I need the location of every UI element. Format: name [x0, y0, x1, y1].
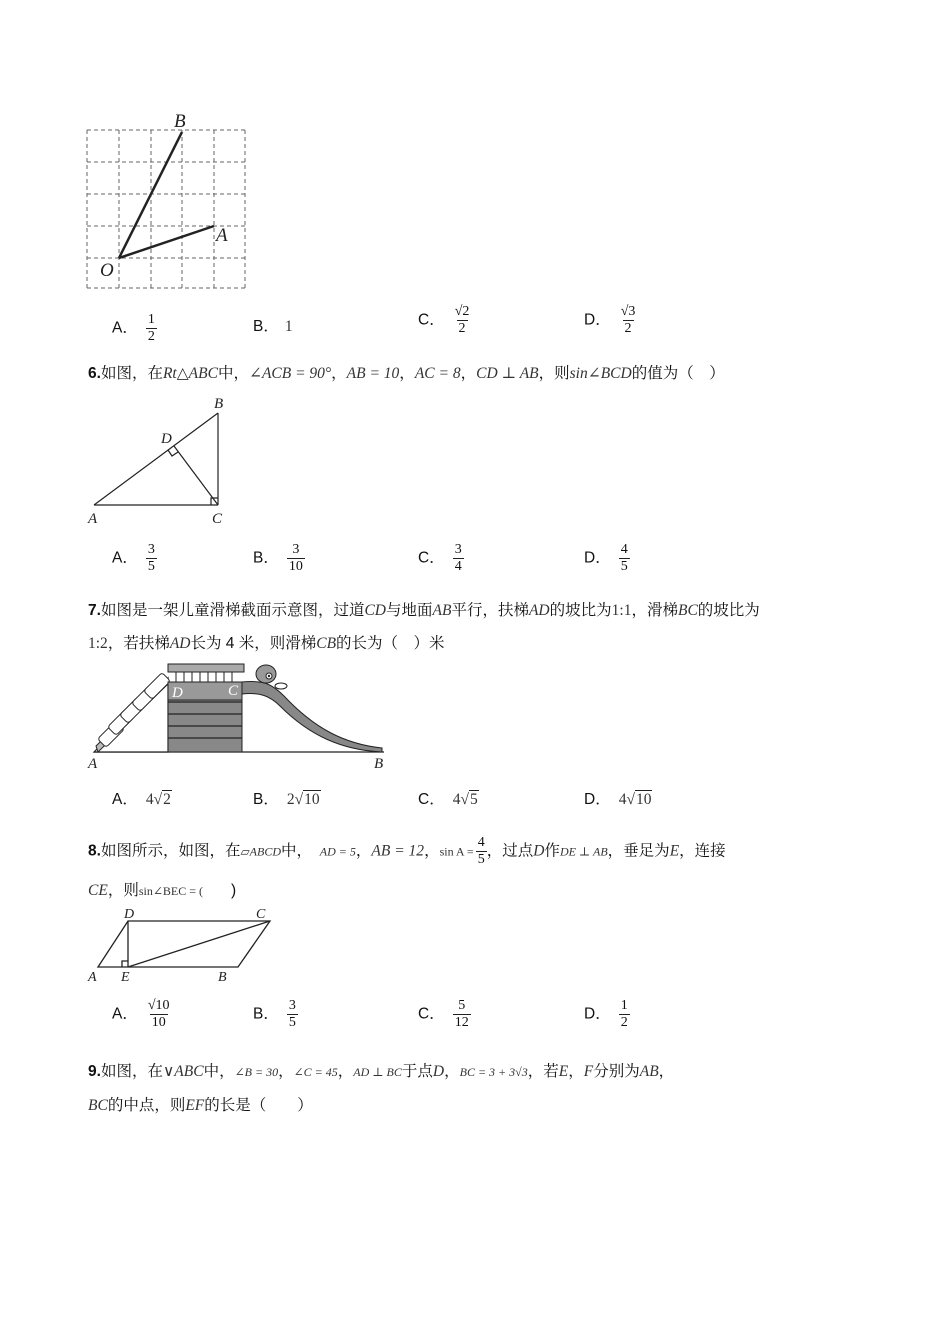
- numerator: √3: [620, 304, 636, 319]
- label-D: D: [161, 431, 172, 447]
- q6-option-b[interactable]: B． $\frac{3}{10}$: [253, 542, 303, 575]
- label-A: A: [88, 511, 98, 527]
- q8-stem-line1: 8.如图所示，如图，在▱ABCD中， AD = 5，AB = 12，sin A = $\frac{4}{5}$ ，过点D作DE ⊥ AB，垂足为E，连接: [88, 835, 726, 868]
- numerator: √10: [147, 998, 170, 1013]
- q5-option-d[interactable]: D． $\frac{√3}{2}$: [584, 304, 636, 337]
- q5-option-b[interactable]: B． 1: [253, 318, 293, 335]
- q7-option-d[interactable]: D． 4√10: [584, 791, 652, 808]
- label-A: A: [88, 756, 98, 772]
- q6-stem: 6.如图，在Rt△ABC中，∠ACB = 90°，AB = 10，AC = 8，CD ⊥ AB，则sin∠BCD的值为（ ）: [88, 365, 725, 382]
- numerator: 3: [454, 542, 462, 557]
- q8-option-b[interactable]: B． $\frac{3}{5}$: [253, 998, 296, 1031]
- numerator: √2: [454, 304, 470, 319]
- numerator: 4: [620, 542, 628, 557]
- label-A: A: [88, 970, 97, 985]
- q7-stem-line2: 1:2，若扶梯AD长为 4 米，则滑梯CB的长为（ ）米: [88, 635, 445, 652]
- q6-option-a[interactable]: A． $\frac{3}{5}$: [112, 542, 155, 575]
- q8-stem-line2: CE，则sin∠BEC = ( ): [88, 882, 237, 899]
- q5-option-c[interactable]: C． $\frac{√2}{2}$: [418, 304, 470, 337]
- q8-option-c[interactable]: C． $\frac{5}{12}$: [418, 998, 469, 1031]
- q8-parallelogram-figure: [84, 905, 274, 985]
- q5-option-a[interactable]: A． $\frac{1}{2}$: [112, 312, 155, 345]
- label-B: B: [374, 756, 384, 772]
- label-A: A: [216, 225, 228, 246]
- denominator: 4: [454, 559, 462, 575]
- sqrt-symbol: √: [460, 791, 469, 808]
- q8-option-a[interactable]: A． $\frac{√10}{10}$: [112, 998, 170, 1031]
- q8-option-d[interactable]: D． $\frac{1}{2}$: [584, 998, 628, 1031]
- numerator: 1: [147, 312, 155, 327]
- q6-option-d[interactable]: D． $\frac{4}{5}$: [584, 542, 628, 575]
- label-B: B: [214, 396, 224, 412]
- label-E: E: [121, 970, 130, 985]
- denominator: 10: [288, 559, 303, 575]
- label-D: D: [172, 685, 183, 701]
- denominator: 5: [620, 559, 628, 575]
- sqrt-symbol: √: [626, 791, 635, 808]
- denominator: 10: [151, 1015, 166, 1031]
- q7-slide-figure: [84, 656, 394, 774]
- label-B: B: [218, 970, 227, 985]
- q9-stem-line2: BC的中点，则EF的长是（ ）: [88, 1097, 313, 1114]
- denominator: 12: [454, 1015, 469, 1031]
- denominator: 2: [624, 321, 632, 337]
- label-O: O: [100, 260, 114, 281]
- q7-option-b[interactable]: B． 2√10: [253, 791, 320, 808]
- q5-grid-figure: [80, 108, 255, 293]
- sqrt-symbol: √: [294, 791, 304, 808]
- denominator: 2: [147, 329, 155, 345]
- sqrt-symbol: √: [153, 791, 163, 808]
- q9-stem-line1: 9.如图，在∨ABC中，∠B = 30，∠C = 45，AD ⊥ BC于点D，BC = 3 + 3√3，若E，F分别为AB，: [88, 1063, 675, 1080]
- numerator: 5: [458, 998, 466, 1013]
- denominator: 2: [458, 321, 466, 337]
- denominator: 5: [147, 559, 155, 575]
- label-C: C: [228, 683, 239, 699]
- label-B: B: [174, 111, 186, 132]
- denominator: 5: [288, 1015, 296, 1031]
- label-D: D: [124, 907, 135, 922]
- q7-stem-line1: 7.如图是一架儿童滑梯截面示意图，过道CD与地面AB平行，扶梯AD的坡比为1:1，滑梯BC的坡比为: [88, 602, 760, 619]
- label-C: C: [212, 511, 223, 527]
- q7-option-c[interactable]: C． 4√5: [418, 791, 478, 808]
- label-C: C: [256, 907, 266, 922]
- numerator: 3: [288, 998, 296, 1013]
- numerator: 1: [620, 998, 628, 1013]
- numerator: 3: [292, 542, 300, 557]
- q7-option-a[interactable]: A． 4√2: [112, 791, 171, 808]
- numerator: 3: [147, 542, 155, 557]
- q6-option-c[interactable]: C． $\frac{3}{4}$: [418, 542, 462, 575]
- denominator: 2: [620, 1015, 628, 1031]
- q6-triangle-figure: [84, 392, 244, 528]
